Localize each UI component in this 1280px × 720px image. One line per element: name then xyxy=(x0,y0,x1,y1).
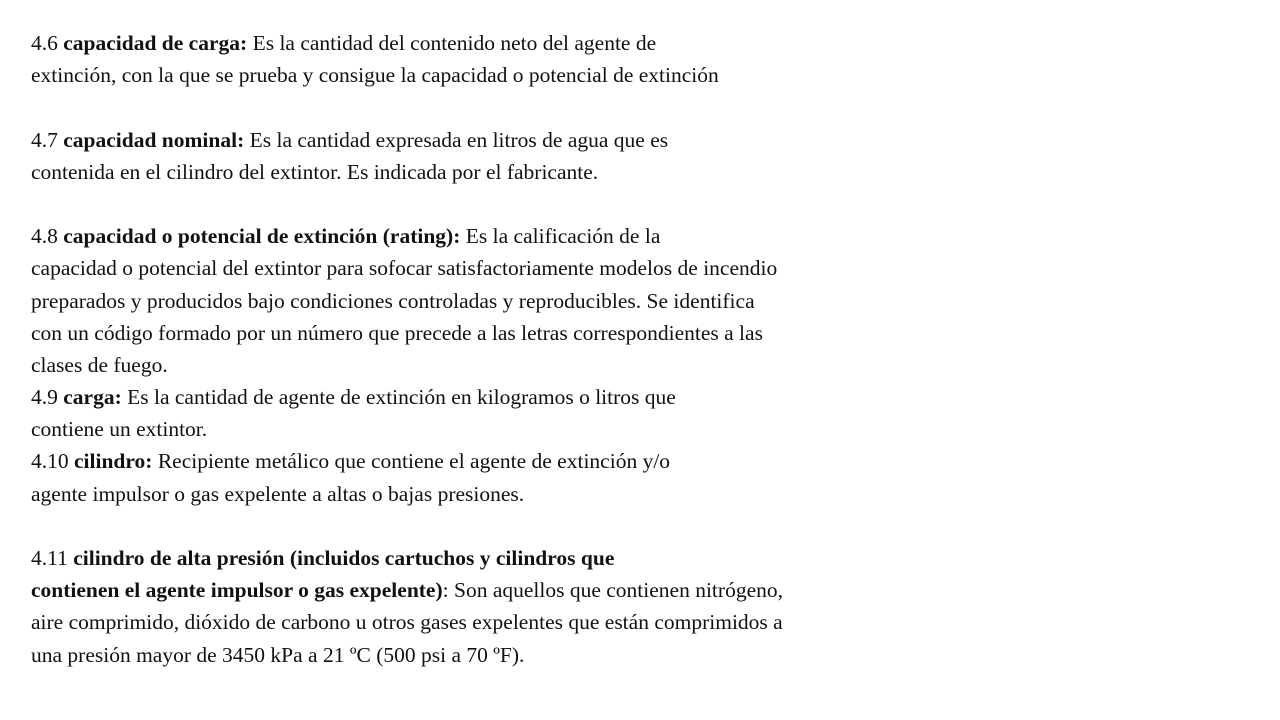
defined-term: cilindro: xyxy=(74,449,153,474)
defined-term: cilindro de alta presión (incluidos cartuchos y cilindros que xyxy=(73,546,615,570)
definition-4-11-line-2 xyxy=(31,574,1031,606)
definition-4-8-line-5: clases de fuego. xyxy=(31,352,168,377)
defined-term: carga: xyxy=(63,385,122,410)
definition-4-9-line-2: contiene un extintor. xyxy=(31,417,208,442)
definition-4-11-line-4: una presión mayor de 3450 kPa a 21 ºC (500 psi a 70 ºF). xyxy=(31,642,525,667)
definition-4-7-line-1 xyxy=(31,124,1031,156)
spacer xyxy=(31,510,1031,542)
document-body xyxy=(31,27,1031,671)
definition-4-11-line-1 xyxy=(31,542,1031,574)
spacer xyxy=(31,91,1031,123)
section-number: 4.9 xyxy=(31,385,58,410)
definition-text: Es la cantidad del contenido neto del agente de xyxy=(247,31,657,55)
definition-4-8-line-2: capacidad o potencial del extintor para sofocar satisfactoriamente modelos de incendio xyxy=(31,256,778,281)
definition-4-11-line-3: aire comprimido, dióxido de carbono u otros gases expelentes que están comprimidos a xyxy=(31,610,783,635)
section-number: 4.6 xyxy=(31,31,58,55)
definition-text: Es la cantidad de agente de extinción en kilogramos o litros que xyxy=(121,385,676,410)
definition-4-8-line-3: preparados y producidos bajo condiciones controladas y reproducibles. Se identifica xyxy=(31,288,755,313)
definition-text: : Son aquellos que contienen nitrógeno, xyxy=(442,578,783,603)
defined-term: capacidad o potencial de extinción (rating): xyxy=(63,224,461,249)
definition-text: Recipiente metálico que contiene el agente de extinción y/o xyxy=(152,449,671,474)
definition-4-7-line-2: contenida en el cilindro del extintor. Es indicada por el fabricante. xyxy=(31,159,599,184)
section-number: 4.11 xyxy=(31,546,68,570)
definition-4-6-line-2: extinción, con la que se prueba y consigue la capacidad o potencial de extinción xyxy=(31,63,719,88)
definition-4-8-line-1 xyxy=(31,220,1031,252)
definition-4-9-line-1 xyxy=(31,381,1031,413)
defined-term: capacidad nominal: xyxy=(63,127,245,152)
spacer xyxy=(31,188,1031,220)
section-number: 4.7 xyxy=(31,127,58,152)
definition-text: Es la calificación de la xyxy=(460,224,661,249)
defined-term: contienen el agente impulsor o gas expelente) xyxy=(31,578,443,603)
definition-4-8-line-4: con un código formado por un número que precede a las letras correspondientes a las xyxy=(31,320,763,345)
definition-4-6-line-1 xyxy=(31,27,1031,59)
defined-term: capacidad de carga: xyxy=(63,31,248,55)
definition-4-10-line-2: agente impulsor o gas expelente a altas o bajas presiones. xyxy=(31,481,525,506)
section-number: 4.8 xyxy=(31,224,58,249)
definition-text: Es la cantidad expresada en litros de agua que es xyxy=(244,127,669,152)
section-number: 4.10 xyxy=(31,449,69,474)
definition-4-10-line-1 xyxy=(31,445,1031,477)
